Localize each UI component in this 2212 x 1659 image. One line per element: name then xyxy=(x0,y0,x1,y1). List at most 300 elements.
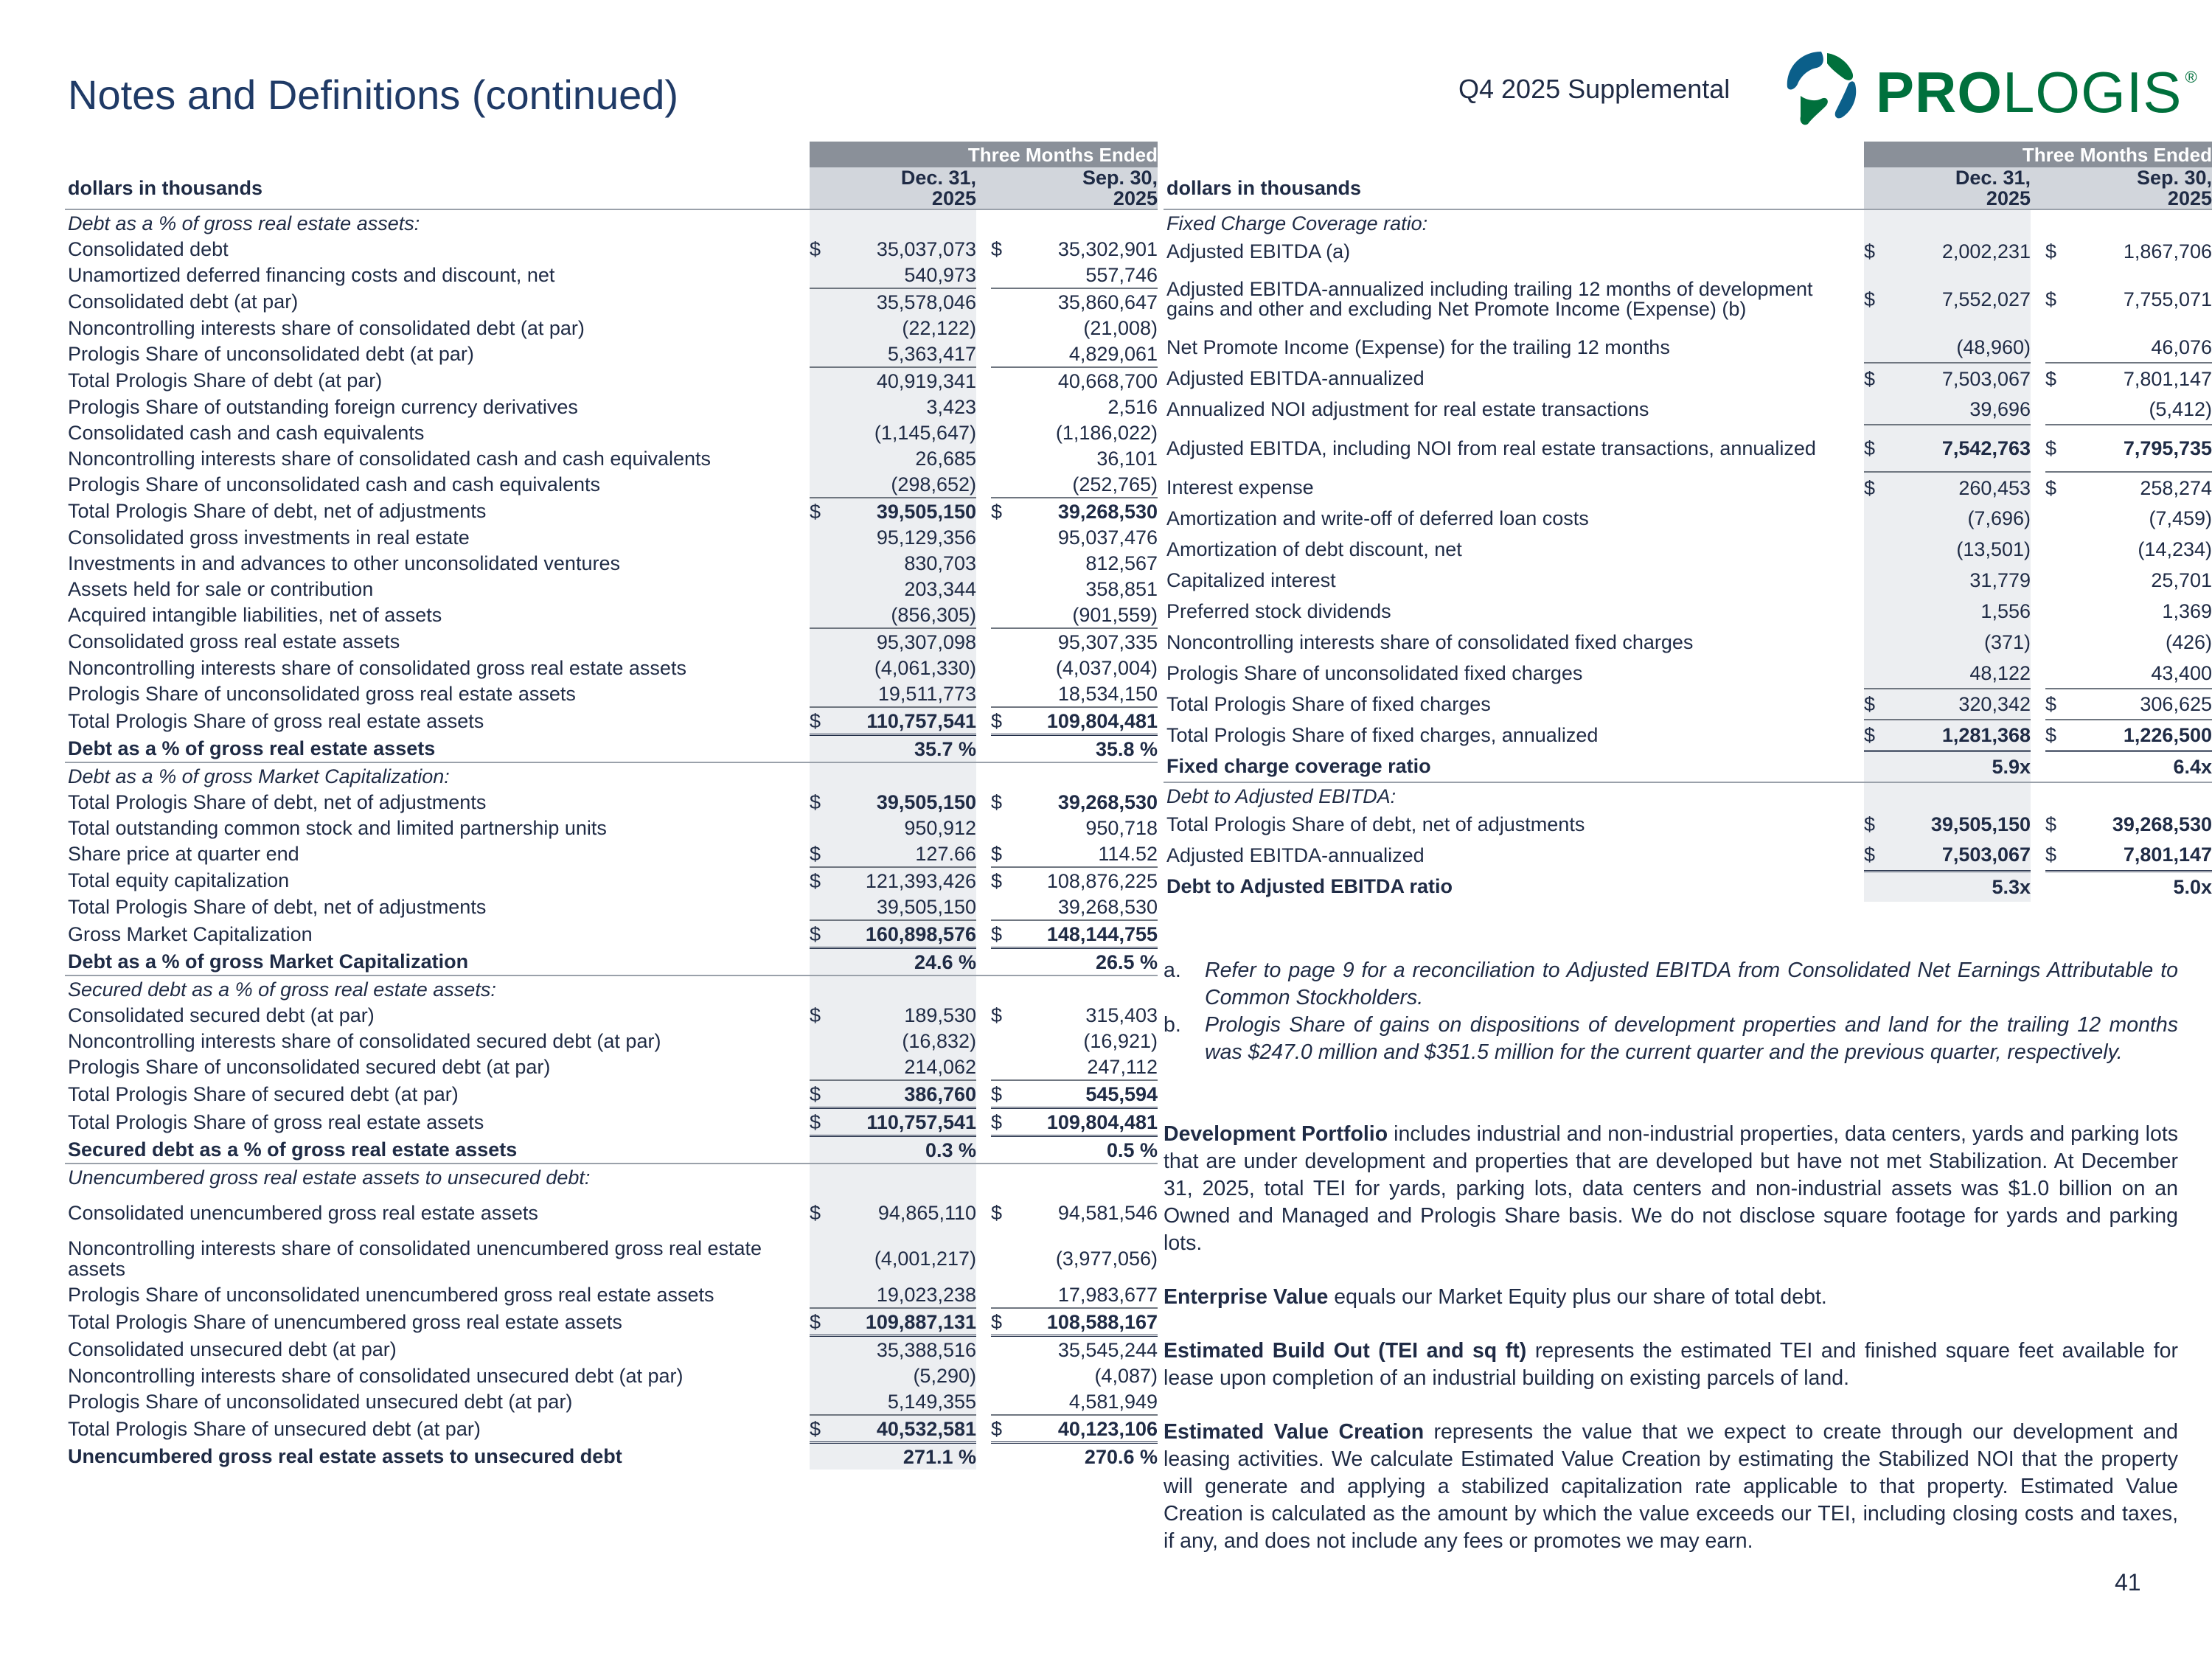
current-dollar-sign xyxy=(1864,503,1883,534)
current-value: 0.3 % xyxy=(829,1136,976,1164)
current-dollar-sign xyxy=(810,948,829,976)
section-cs-cell xyxy=(1864,209,1883,236)
current-dollar-sign: $ xyxy=(1864,363,1883,394)
current-value: 95,307,098 xyxy=(829,628,976,655)
prior-dollar-sign xyxy=(2045,751,2065,782)
prior-value: (4,037,004) xyxy=(1055,656,1158,679)
current-dollar-sign xyxy=(810,628,829,655)
current-dollar-sign: $ xyxy=(810,920,829,948)
row-label: Noncontrolling interests share of consolidated unsecured debt (at par) xyxy=(68,1364,684,1387)
section-cv-cell xyxy=(829,209,976,236)
prior-dollar-sign xyxy=(991,1281,1010,1308)
table-row xyxy=(65,948,1158,976)
section-gap-cell xyxy=(2031,782,2045,809)
prior-value: (7,459) xyxy=(2149,507,2212,529)
current-value: 109,887,131 xyxy=(829,1308,976,1336)
column-gap-cell xyxy=(2031,627,2045,658)
current-dollar-sign: $ xyxy=(1864,809,1883,840)
current-value: 203,344 xyxy=(829,576,976,602)
section-pv-cell xyxy=(1010,209,1158,236)
column-gap-cell xyxy=(2031,363,2045,394)
row-label: Adjusted EBITDA-annualized xyxy=(1166,844,1425,866)
prior-dollar-sign: $ xyxy=(991,1415,1010,1443)
row-label: Total Prologis Share of debt, net of adjustments xyxy=(1166,813,1585,835)
column-gap-cell xyxy=(976,1028,991,1054)
prior-dollar-sign xyxy=(991,1443,1010,1470)
table-row xyxy=(65,1080,1158,1108)
column-gap-cell xyxy=(976,602,991,628)
page-title: Notes and Definitions (continued) xyxy=(68,72,679,118)
row-label: Consolidated debt xyxy=(68,237,229,260)
current-dollar-sign: $ xyxy=(810,1415,829,1443)
current-dollar-sign xyxy=(810,815,829,841)
row-label: Adjusted EBITDA, including NOI from real estate transactions, annualized xyxy=(1166,437,1816,459)
table-row xyxy=(65,681,1158,707)
prior-value: (1,186,022) xyxy=(1055,421,1158,444)
current-value: 48,122 xyxy=(1883,658,2031,689)
column-gap-cell xyxy=(976,1108,991,1136)
prior-dollar-sign xyxy=(991,1028,1010,1054)
prior-value: 40,123,106 xyxy=(1010,1415,1158,1443)
band-spacer xyxy=(1164,142,1864,167)
row-label: Total Prologis Share of unsecured debt (at par) xyxy=(68,1417,481,1440)
left-table xyxy=(65,142,1158,1470)
row-label: Prologis Share of unconsolidated unencumbered gross real estate assets xyxy=(68,1284,714,1306)
row-label: Consolidated unsecured debt (at par) xyxy=(68,1338,397,1360)
prior-value: 0.5 % xyxy=(1010,1136,1158,1164)
row-label: Prologis Share of unconsolidated debt (at par) xyxy=(68,343,474,365)
prior-dollar-sign xyxy=(991,894,1010,920)
current-dollar-sign xyxy=(810,681,829,707)
prior-value: 108,876,225 xyxy=(1010,867,1158,894)
table-row xyxy=(65,1281,1158,1308)
current-value: 94,865,110 xyxy=(829,1190,976,1236)
current-value: 110,757,541 xyxy=(829,1108,976,1136)
section-pv-cell xyxy=(1010,762,1158,789)
row-label: Investments in and advances to other unconsolidated ventures xyxy=(68,552,620,574)
column-gap-cell xyxy=(976,815,991,841)
current-dollar-sign xyxy=(1864,871,1883,902)
footnote-marker: b. xyxy=(1164,1013,1181,1037)
row-label: Fixed charge coverage ratio xyxy=(1164,751,1864,782)
prior-dollar-sign xyxy=(991,602,1010,628)
table-row xyxy=(65,315,1158,341)
row-label: Assets held for sale or contribution xyxy=(68,577,374,600)
current-value: (4,061,330) xyxy=(829,655,976,681)
footnote-item xyxy=(1164,1012,2178,1066)
prior-value: 7,801,147 xyxy=(2065,363,2212,394)
page-number: 41 xyxy=(2115,1569,2141,1596)
table-row xyxy=(65,550,1158,576)
column-gap-cell xyxy=(2031,394,2045,425)
current-value: (298,652) xyxy=(829,471,976,498)
current-dollar-sign xyxy=(810,420,829,445)
footnote-item xyxy=(1164,957,2178,1012)
prior-dollar-sign xyxy=(991,341,1010,367)
table-row xyxy=(1164,236,2212,267)
prior-dollar-sign xyxy=(991,262,1010,288)
section-ps-cell xyxy=(991,209,1010,236)
prior-dollar-sign: $ xyxy=(991,842,1003,865)
current-value: 189,530 xyxy=(829,1002,976,1028)
current-value: 7,503,067 xyxy=(1883,363,2031,394)
current-dollar-sign: $ xyxy=(810,1308,829,1336)
section-pv-cell xyxy=(1010,975,1158,1002)
definition-paragraph xyxy=(1164,1419,2178,1555)
current-value: 1,556 xyxy=(1883,596,2031,627)
section-cv-cell xyxy=(829,975,976,1002)
prior-value: 39,268,530 xyxy=(1057,790,1158,813)
column-gap-cell xyxy=(976,524,991,550)
definition-term: Development Portfolio xyxy=(1164,1122,1388,1146)
row-label: Total Prologis Share of gross real estate assets xyxy=(68,709,484,732)
section-row xyxy=(65,975,1158,1002)
column-gap-cell xyxy=(976,948,991,976)
current-value: 19,023,238 xyxy=(829,1281,976,1308)
row-label: Noncontrolling interests share of consolidated fixed charges xyxy=(1166,631,1694,653)
supplemental-label: Q4 2025 Supplemental xyxy=(1458,74,1731,104)
table-row xyxy=(1164,565,2212,596)
prior-dollar-sign: $ xyxy=(991,1308,1010,1336)
prior-value: 46,076 xyxy=(2151,335,2212,358)
prior-value: 306,625 xyxy=(2065,689,2212,720)
prior-value: 1,226,500 xyxy=(2065,720,2212,751)
current-dollar-sign xyxy=(810,655,829,681)
prior-dollar-sign: $ xyxy=(2045,425,2065,472)
current-dollar-sign xyxy=(1864,751,1883,782)
prior-value: 7,795,735 xyxy=(2065,425,2212,472)
row-label: Total Prologis Share of unencumbered gross real estate assets xyxy=(68,1310,622,1333)
prior-value: 35.8 % xyxy=(1010,735,1158,763)
prior-dollar-sign xyxy=(991,948,1010,976)
prior-value: 108,588,167 xyxy=(1010,1308,1158,1336)
table-row xyxy=(1164,627,2212,658)
prior-value: 26.5 % xyxy=(1010,948,1158,976)
prior-dollar-sign xyxy=(991,420,1010,445)
column-sep-2025: Sep. 30, 2025 xyxy=(991,167,1158,209)
table-row xyxy=(1164,596,2212,627)
definition-paragraph xyxy=(1164,1338,2178,1392)
table-row xyxy=(1164,689,2212,720)
table-row xyxy=(1164,332,2212,363)
band-label: Three Months Ended xyxy=(810,142,1158,167)
prior-value: (252,765) xyxy=(1072,473,1158,495)
prior-value: 35,302,901 xyxy=(1057,237,1158,260)
column-gap-cell xyxy=(976,1136,991,1164)
band-spacer xyxy=(65,142,810,167)
table-row xyxy=(65,341,1158,367)
column-gap-cell xyxy=(2031,425,2045,472)
section-label: Debt as a % of gross real estate assets: xyxy=(68,212,420,234)
current-value: 214,062 xyxy=(829,1054,976,1080)
row-label: Prologis Share of unconsolidated cash and cash equivalents xyxy=(68,473,600,495)
section-cv-cell xyxy=(829,1164,976,1190)
row-label: Amortization and write-off of deferred loan costs xyxy=(1166,507,1589,529)
current-dollar-sign xyxy=(810,735,829,763)
section-cs-cell xyxy=(810,1164,829,1190)
column-header-row xyxy=(1164,167,2212,209)
current-dollar-sign xyxy=(810,602,829,628)
column-gap-cell xyxy=(976,1363,991,1388)
prior-dollar-sign: $ xyxy=(2045,240,2057,262)
row-label: Total equity capitalization xyxy=(68,869,290,891)
prior-value: (426) xyxy=(2165,631,2212,653)
current-value: 39,505,150 xyxy=(1883,809,2031,840)
row-label: Total Prologis Share of debt, net of adjustments xyxy=(68,500,487,522)
column-gap-cell xyxy=(976,1443,991,1470)
header-band-row xyxy=(1164,142,2212,167)
current-dollar-sign xyxy=(1864,627,1883,658)
prior-dollar-sign xyxy=(991,1388,1010,1415)
prior-dollar-sign xyxy=(991,288,1010,315)
current-dollar-sign xyxy=(810,550,829,576)
table-row xyxy=(65,1136,1158,1164)
current-dollar-sign: $ xyxy=(1864,840,1883,871)
section-cv-cell xyxy=(1883,209,2031,236)
current-dollar-sign xyxy=(810,471,829,498)
column-gap-cell xyxy=(976,1080,991,1108)
prior-value: 258,274 xyxy=(2065,472,2212,503)
table-row xyxy=(65,1028,1158,1054)
table-row xyxy=(1164,840,2212,871)
current-value: 1,281,368 xyxy=(1883,720,2031,751)
column-gap-cell xyxy=(976,445,991,471)
table-row xyxy=(65,1415,1158,1443)
column-gap-cell xyxy=(976,315,991,341)
table-row xyxy=(1164,809,2212,840)
section-ps-cell xyxy=(2045,209,2065,236)
column-gap-cell xyxy=(976,1388,991,1415)
prior-value: 7,755,071 xyxy=(2123,288,2212,310)
column-gap-cell xyxy=(976,236,991,262)
row-label: Secured debt as a % of gross real estate assets xyxy=(65,1136,810,1164)
row-label: Capitalized interest xyxy=(1166,569,1336,591)
current-dollar-sign xyxy=(810,1363,829,1388)
current-dollar-sign: $ xyxy=(810,1080,829,1108)
prior-value: 4,829,061 xyxy=(1068,342,1158,365)
prior-value: 35,860,647 xyxy=(1010,288,1158,315)
current-dollar-sign: $ xyxy=(1864,689,1883,720)
current-dollar-sign: $ xyxy=(810,1190,829,1236)
row-label: Preferred stock dividends xyxy=(1166,600,1391,622)
row-label: Noncontrolling interests share of consolidated unencumbered gross real estate assets xyxy=(68,1237,762,1280)
current-dollar-sign: $ xyxy=(1864,267,1883,332)
section-row xyxy=(65,1164,1158,1190)
row-label: Consolidated gross real estate assets xyxy=(68,630,400,653)
prior-value: 812,567 xyxy=(1085,552,1158,574)
row-label: Total Prologis Share of fixed charges xyxy=(1166,693,1491,715)
current-value: 35.7 % xyxy=(829,735,976,763)
current-value: 39,505,150 xyxy=(829,894,976,920)
definition-text: represents the estimated TEI and finished square feet available for lease upon completion of an industrial building on existing parcels of land. xyxy=(1164,1339,2178,1390)
section-cs-cell xyxy=(810,209,829,236)
current-value: 5,149,355 xyxy=(829,1388,976,1415)
prior-dollar-sign xyxy=(991,1336,1010,1363)
footnote-text: Refer to page 9 for a reconciliation to Adjusted EBITDA from Consolidated Net Earnings Attributable to Common Stockholders. xyxy=(1205,959,2178,1009)
prior-dollar-sign xyxy=(991,394,1010,420)
prior-value: 17,983,677 xyxy=(1057,1283,1158,1306)
prior-dollar-sign: $ xyxy=(2045,840,2065,871)
row-label: Share price at quarter end xyxy=(68,843,299,865)
column-gap-cell xyxy=(976,1336,991,1363)
table-row xyxy=(65,420,1158,445)
current-value: 950,912 xyxy=(829,815,976,841)
column-dec-2025: Dec. 31, 2025 xyxy=(810,167,976,209)
column-gap-cell xyxy=(976,367,991,394)
prior-dollar-sign xyxy=(991,628,1010,655)
current-value: 26,685 xyxy=(829,445,976,471)
section-gap-cell xyxy=(976,975,991,1002)
table-row xyxy=(65,394,1158,420)
table-row xyxy=(1164,720,2212,751)
current-value: 5.3x xyxy=(1883,871,2031,902)
table-row xyxy=(65,236,1158,262)
current-value: 2,002,231 xyxy=(1883,236,2031,267)
prior-dollar-sign xyxy=(991,471,1010,498)
column-gap-cell xyxy=(2031,503,2045,534)
row-label: Acquired intangible liabilities, net of assets xyxy=(68,604,442,626)
column-gap-cell xyxy=(2031,658,2045,689)
prior-dollar-sign: $ xyxy=(991,498,1010,524)
row-label: Total Prologis Share of gross real estate assets xyxy=(68,1110,484,1133)
column-gap-cell xyxy=(976,471,991,498)
current-value: 5,363,417 xyxy=(829,341,976,367)
current-dollar-sign xyxy=(1864,658,1883,689)
table-row xyxy=(1164,503,2212,534)
prior-value: (901,559) xyxy=(1072,603,1158,626)
current-value: (5,290) xyxy=(829,1363,976,1388)
prior-value: 2,516 xyxy=(1107,395,1158,418)
prior-dollar-sign: $ xyxy=(2045,363,2065,394)
section-gap-cell xyxy=(976,1164,991,1190)
row-label: Interest expense xyxy=(1166,476,1314,498)
row-label: Total Prologis Share of fixed charges, annualized xyxy=(1166,724,1599,746)
prior-dollar-sign: $ xyxy=(991,707,1010,735)
current-value: (371) xyxy=(1883,627,2031,658)
current-dollar-sign xyxy=(810,1136,829,1164)
row-label: Total outstanding common stock and limited partnership units xyxy=(68,816,607,839)
prior-dollar-sign: $ xyxy=(991,920,1010,948)
prior-value: 95,307,335 xyxy=(1010,628,1158,655)
prior-dollar-sign xyxy=(2045,871,2065,902)
table-row xyxy=(65,288,1158,315)
column-gap-cell xyxy=(976,1236,991,1281)
prior-dollar-sign: $ xyxy=(2045,720,2065,751)
row-label: Consolidated secured debt (at par) xyxy=(68,1004,375,1026)
column-header-row xyxy=(65,167,1158,209)
section-ps-cell xyxy=(2045,782,2065,809)
column-gap-cell xyxy=(976,394,991,420)
column-gap-cell xyxy=(976,576,991,602)
prior-dollar-sign xyxy=(991,315,1010,341)
row-label: Adjusted EBITDA-annualized xyxy=(1166,367,1425,389)
table-row xyxy=(1164,363,2212,394)
current-value: 39,696 xyxy=(1883,394,2031,425)
table-row xyxy=(65,707,1158,735)
prior-value: 18,534,150 xyxy=(1057,682,1158,705)
table-row xyxy=(65,920,1158,948)
table-row xyxy=(65,1336,1158,1363)
current-value: 260,453 xyxy=(1883,472,2031,503)
prior-dollar-sign: $ xyxy=(2045,813,2057,835)
current-value: 39,505,150 xyxy=(829,789,976,815)
current-value: (13,501) xyxy=(1883,534,2031,565)
prior-value: 247,112 xyxy=(1087,1055,1158,1078)
current-value: 40,532,581 xyxy=(829,1415,976,1443)
section-label: Fixed Charge Coverage ratio: xyxy=(1166,212,1428,234)
prior-dollar-sign: $ xyxy=(991,1108,1010,1136)
section-row xyxy=(65,209,1158,236)
row-label: Total Prologis Share of secured debt (at par) xyxy=(68,1082,459,1105)
current-dollar-sign xyxy=(1864,565,1883,596)
definition-paragraph xyxy=(1164,1284,2178,1311)
column-gap-cell xyxy=(976,1308,991,1336)
table-row xyxy=(1164,751,2212,782)
prior-value: (5,412) xyxy=(2149,397,2212,420)
units-label: dollars in thousands xyxy=(1164,167,1864,209)
units-label: dollars in thousands xyxy=(65,167,810,209)
section-pv-cell xyxy=(1010,1164,1158,1190)
table-row xyxy=(1164,425,2212,472)
section-gap-cell xyxy=(2031,209,2045,236)
table-row xyxy=(65,367,1158,394)
prior-dollar-sign: $ xyxy=(991,1004,1003,1026)
table-row xyxy=(65,1108,1158,1136)
footnote-marker: a. xyxy=(1164,959,1181,982)
current-value: 540,973 xyxy=(829,262,976,288)
current-dollar-sign: $ xyxy=(1864,236,1883,267)
prior-dollar-sign xyxy=(991,524,1010,550)
prior-value: 557,746 xyxy=(1085,263,1158,286)
current-dollar-sign: $ xyxy=(810,867,829,894)
table-row xyxy=(65,1190,1158,1236)
current-dollar-sign xyxy=(1864,596,1883,627)
current-value: 3,423 xyxy=(829,394,976,420)
current-value: 35,578,046 xyxy=(829,288,976,315)
prior-value: (3,977,056) xyxy=(1055,1248,1158,1270)
column-gap xyxy=(976,167,991,209)
column-gap-cell xyxy=(2031,840,2045,871)
current-dollar-sign: $ xyxy=(1864,720,1883,751)
column-gap-cell xyxy=(2031,267,2045,332)
column-gap-cell xyxy=(2031,751,2045,782)
current-dollar-sign xyxy=(810,1443,829,1470)
section-cs-cell xyxy=(810,975,829,1002)
section-row xyxy=(1164,782,2212,809)
table-row xyxy=(65,894,1158,920)
prior-dollar-sign xyxy=(2045,627,2065,658)
column-gap-cell xyxy=(976,707,991,735)
column-gap-cell xyxy=(2031,720,2045,751)
current-dollar-sign xyxy=(810,262,829,288)
section-gap-cell xyxy=(976,209,991,236)
row-label: Noncontrolling interests share of consolidated cash and cash equivalents xyxy=(68,447,712,470)
current-dollar-sign: $ xyxy=(810,236,829,262)
row-label: Consolidated unencumbered gross real estate assets xyxy=(68,1202,538,1224)
column-gap-cell xyxy=(976,735,991,763)
section-label: Unencumbered gross real estate assets to unsecured debt: xyxy=(68,1166,591,1189)
prior-value: 358,851 xyxy=(1085,577,1158,600)
prior-dollar-sign: $ xyxy=(2045,288,2057,310)
column-sep-2025: Sep. 30, 2025 xyxy=(2045,167,2212,209)
table-row xyxy=(65,1363,1158,1388)
current-dollar-sign xyxy=(810,1388,829,1415)
prior-dollar-sign xyxy=(2045,596,2065,627)
prior-value: (21,008) xyxy=(1083,316,1158,339)
row-label: Prologis Share of unconsolidated fixed charges xyxy=(1166,662,1583,684)
row-label: Total Prologis Share of debt, net of adjustments xyxy=(68,896,487,918)
prior-value: 270.6 % xyxy=(1084,1445,1158,1468)
